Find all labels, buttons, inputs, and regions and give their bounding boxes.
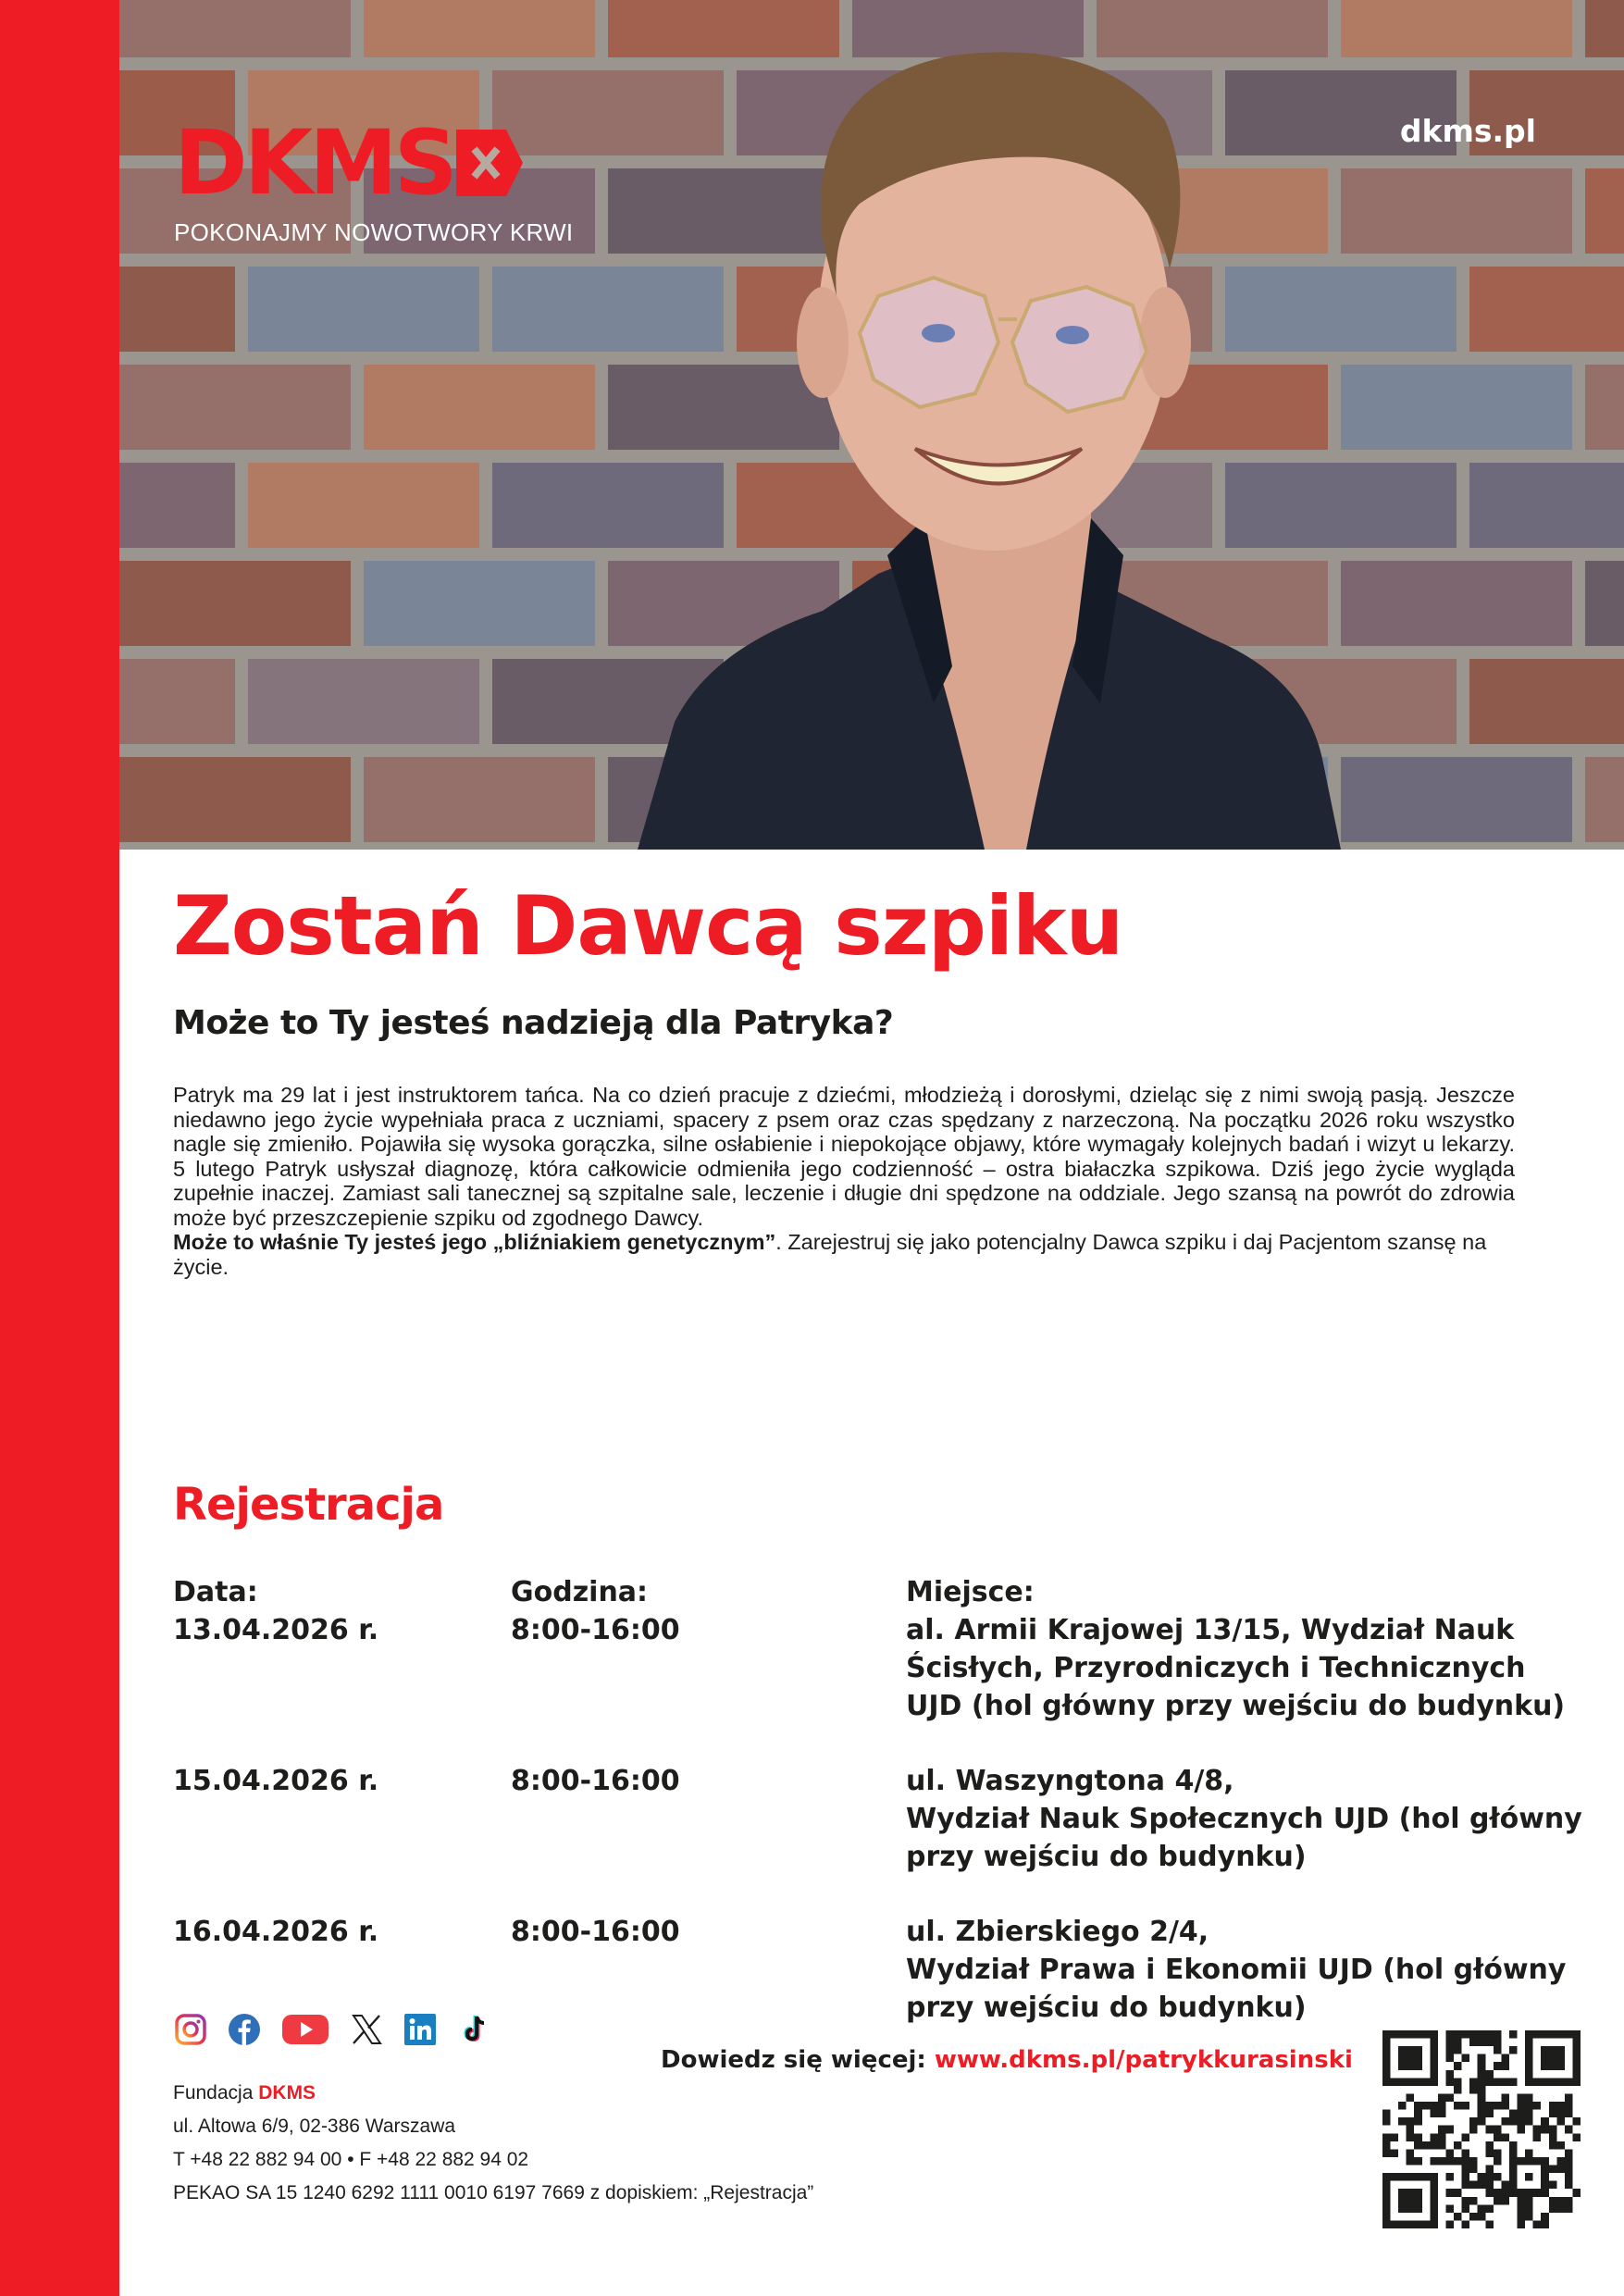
campaign-url-link[interactable]: www.dkms.pl/patrykkurasinski — [934, 2046, 1353, 2074]
place-line: ul. Zbierskiego 2/4, — [906, 1916, 1209, 1948]
schedule-row — [173, 1762, 1589, 1876]
hero-photo — [119, 0, 1624, 850]
logo-tagline: POKONAJMY NOWOTWORY KRWI — [174, 218, 574, 246]
place-line: Ścisłych, Przyrodniczych i Technicznych — [906, 1652, 1526, 1684]
schedule-date: 16.04.2026 r. — [173, 1916, 379, 1948]
footer-contact — [173, 2077, 813, 2210]
learn-more — [661, 2046, 1353, 2074]
schedule-place — [906, 1913, 1589, 2027]
social-links — [174, 2013, 490, 2046]
registration-heading: Rejestracja — [173, 1479, 444, 1531]
date-column-header: Data: — [173, 1576, 258, 1608]
schedule-place — [906, 1762, 1589, 1876]
schedule-time: 8:00-16:00 — [511, 1765, 680, 1797]
schedule-date: 13.04.2026 r. — [173, 1614, 379, 1646]
x-mark-icon — [456, 130, 523, 196]
schedule-time: 8:00-16:00 — [511, 1916, 680, 1948]
place-line: przy wejściu do budynku) — [906, 1992, 1307, 2024]
schedule-row — [173, 1913, 1589, 2027]
youtube-icon[interactable] — [281, 2013, 329, 2046]
qr-code-icon[interactable] — [1382, 2030, 1581, 2228]
story-body — [173, 1083, 1515, 1279]
place-line: al. Armii Krajowej 13/15, Wydział Nauk — [906, 1614, 1515, 1646]
schedule-row — [173, 1611, 1589, 1725]
page-title: Zostań Dawcą szpiku — [173, 878, 1123, 974]
learn-more-label: Dowiedz się więcej: — [661, 2046, 926, 2074]
story-paragraph: Patryk ma 29 lat i jest instruktorem tańca. Na co dzień pracuje z dziećmi, młodzieżą i dorosłymi, dzieląc się z nimi swoją pasją. Jeszcze niedawno jego życie wypełniała praca z uczniami, spacery z psem oraz czas spędzany z narzeczoną. Na początku 2026 roku wszystko nagle się zmieniło. Pojawiła się wysoka gorączka, silne osłabienie i niepokojące objawy, które wymagały kolejnych badań i wizyt u lekarzy. 5 lutego Patryk usłyszał diagnozę, która całkowicie odmieniła jego codzienność – ostra białaczka szpikowa. Dziś jego życie wygląda zupełnie inaczej. Zamiast sali tanecznej są szpitalne sale, leczenie i długie dni spędzone na oddziale. Jego szansą na powrót do zdrowia może być przeszczepienie szpiku od zgodnego Dawcy. — [173, 1083, 1515, 1230]
facebook-icon[interactable] — [228, 2013, 261, 2046]
tiktok-icon[interactable] — [457, 2013, 490, 2046]
place-column-header: Miejsce: — [906, 1576, 1035, 1608]
cta-bold-text: Może to właśnie Ty jesteś jego „bliźniakiem genetycznym” — [173, 1230, 776, 1254]
x-icon[interactable] — [350, 2013, 383, 2046]
foundation-phone-fax: T +48 22 882 94 00 • F +48 22 882 94 02 — [173, 2149, 529, 2170]
registration-schedule — [173, 1573, 1589, 2027]
schedule-time: 8:00-16:00 — [511, 1614, 680, 1646]
foundation-name — [173, 2077, 813, 2110]
page-subtitle: Może to Ty jesteś nadzieją dla Patryka? — [173, 1004, 894, 1042]
red-sidebar-band — [0, 0, 119, 2296]
call-to-action-paragraph — [173, 1230, 1515, 1279]
instagram-icon[interactable] — [174, 2013, 207, 2046]
place-line: przy wejściu do budynku) — [906, 1841, 1307, 1873]
logo-wordmark: DKMS — [174, 111, 454, 215]
schedule-date: 15.04.2026 r. — [173, 1765, 379, 1797]
foundation-bank-account: PEKAO SA 15 1240 6292 1111 0010 6197 7669 z dopiskiem: „Rejestracja” — [173, 2182, 814, 2203]
foundation-address: ul. Altowa 6/9, 02-386 Warszawa — [173, 2116, 456, 2137]
dkms-logo — [174, 111, 574, 247]
place-line: Wydział Nauk Społecznych UJD (hol główny — [906, 1803, 1582, 1835]
time-column-header: Godzina: — [511, 1576, 649, 1608]
schedule-place — [906, 1611, 1589, 1725]
foundation-prefix: Fundacja — [173, 2082, 254, 2104]
place-line: UJD (hol główny przy wejściu do budynku) — [906, 1690, 1566, 1722]
schedule-header-row — [173, 1573, 1589, 1611]
cta-rest-text: . Zarejestruj się jako potencjalny Dawca szpiku i daj Pacjentom szansę na życie. — [173, 1230, 1487, 1279]
foundation-brand: DKMS — [258, 2082, 316, 2104]
place-line: ul. Waszyngtona 4/8, — [906, 1765, 1234, 1797]
place-line: Wydział Prawa i Ekonomii UJD (hol główny — [906, 1954, 1567, 1986]
linkedin-icon[interactable] — [403, 2013, 437, 2046]
site-url-link[interactable]: dkms.pl — [1399, 113, 1536, 149]
